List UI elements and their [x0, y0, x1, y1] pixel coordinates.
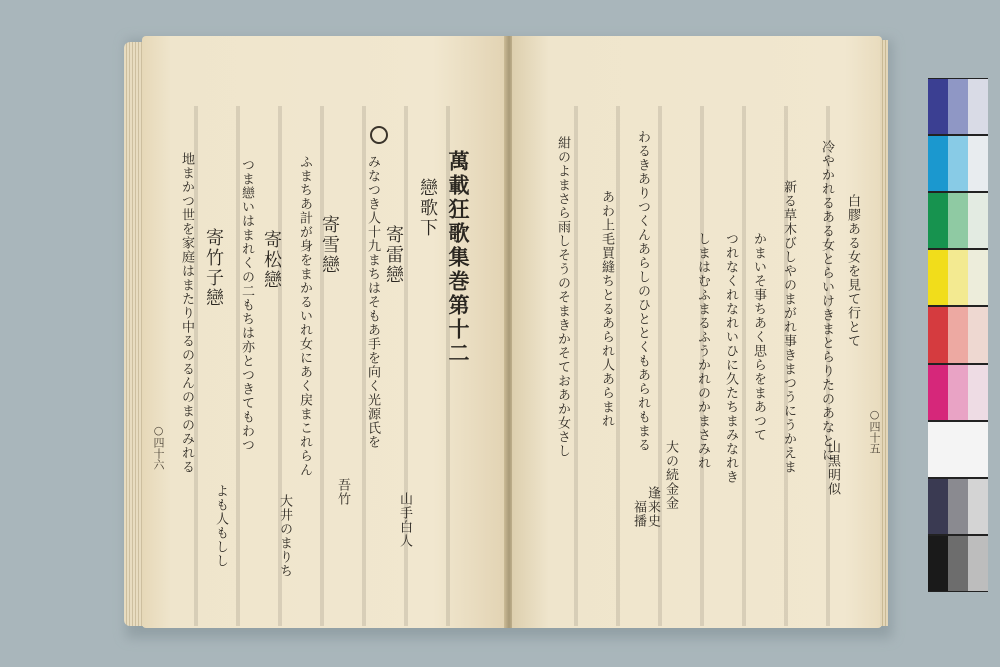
color-chip [948, 422, 968, 477]
color-chip [928, 536, 948, 591]
color-chip [948, 536, 968, 591]
color-chip [928, 422, 948, 477]
left-margin-label: ○四十六 [152, 424, 165, 470]
author-name: 吾竹 [335, 478, 350, 506]
color-chip [928, 250, 948, 305]
verse-column: わるきありつくんあらしのひととくもあられもまる [635, 130, 650, 452]
section-heading: 戀歌下 [417, 178, 438, 238]
color-chip [948, 193, 968, 248]
color-chip [948, 307, 968, 362]
verse-column: 冷やかれるある女とらいけきまとらりたのあなとに [819, 140, 834, 462]
color-chip [968, 365, 988, 420]
color-chip [948, 365, 968, 420]
circle-mark [370, 126, 388, 144]
author-name: よも人もしし [213, 484, 228, 568]
verse-column: ふまちあ計が身をまかるいれ女にあく戻まこれらん [297, 155, 312, 477]
verse-column: 地まかつ世を家庭はまたり中るのるんのまのみれる [179, 152, 194, 474]
verse-column: 寄雷戀 [383, 225, 404, 285]
collection-title: 萬載狂歌集巻第十二 [446, 150, 471, 366]
color-calibration-chart [928, 78, 988, 592]
color-chip [928, 365, 948, 420]
author-name: 逢来史 [645, 486, 660, 528]
page-edges-right [880, 40, 888, 626]
color-chip [968, 479, 988, 534]
color-chip [968, 136, 988, 191]
verse-column: つれなくれなれいひに久たちまみなれき [723, 232, 738, 484]
color-chip [928, 479, 948, 534]
color-chip [968, 79, 988, 134]
verse-column: 新る草木びしやのまがれ事きまつうにうかえま [781, 180, 796, 474]
page-edges-left [124, 42, 144, 626]
verse-column: 白膠ある女を見て行とて [845, 194, 860, 348]
color-chip [948, 136, 968, 191]
color-chip [968, 307, 988, 362]
color-chip [948, 479, 968, 534]
color-chip [928, 136, 948, 191]
verse-column: 寄竹子戀 [203, 228, 224, 308]
right-margin-label: ○四十五 [868, 408, 881, 454]
verse-column: つま戀いはまれくの二もちは亦とつきてもわつ [239, 158, 254, 452]
color-chip [928, 79, 948, 134]
color-chip [968, 193, 988, 248]
color-chip [968, 422, 988, 477]
author-name: 山黒明似 [825, 440, 840, 496]
verse-column: しまはむふまるふうかれのかまさみれ [695, 232, 710, 470]
verse-column: 紺のよまさら雨しそうのそまきかそておあか女さし [555, 136, 570, 458]
color-chip [928, 307, 948, 362]
verse-column: かまいそ事ちあく思らをまあつて [751, 232, 766, 442]
color-chip [928, 193, 948, 248]
color-chip [968, 536, 988, 591]
verse-column: あわ上毛買縫ちとるあられ人あらまれ [599, 190, 614, 428]
verse-column: 寄雪戀 [319, 215, 340, 275]
author-name: 大井のまりち [277, 494, 292, 578]
color-chip [948, 79, 968, 134]
author-name: 福播 [631, 500, 646, 528]
author-name: 大の続金金 [663, 440, 678, 510]
color-chip [968, 250, 988, 305]
verse-column: みなつき人十九まちはそもあ手を向く光源氏を [365, 155, 380, 449]
author-name: 山手白人 [397, 492, 412, 548]
verse-column: 寄松戀 [261, 230, 282, 290]
color-chip [948, 250, 968, 305]
